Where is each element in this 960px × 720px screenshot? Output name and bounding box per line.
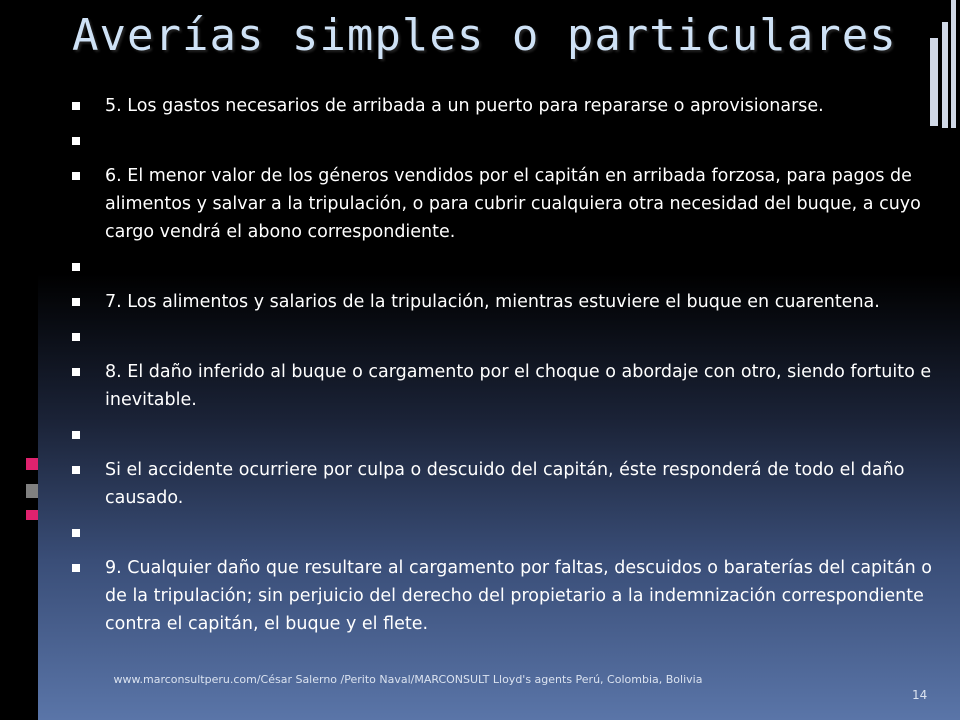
list-item-empty [72,421,932,449]
square-bullet-icon [72,263,80,271]
square-bullet-icon [72,172,80,180]
list-item-text: 5. Los gastos necesarios de arribada a un puerto para repararse o aprovisionarse. [105,96,824,116]
square-bullet-icon [72,368,80,376]
footer-text: www.marconsultperu.com/César Salerno /Perito Naval/MARCONSULT Lloyd's agents Perú, Colombia, Bolivia [113,673,703,686]
slide-title: Averías simples o particulares [72,10,897,61]
list-item [72,162,932,246]
list-item [72,554,932,638]
list-item-text: Si el accidente ocurriere por culpa o descuido del capitán, éste responderá de todo el daño causado. [105,460,905,508]
deco-square-pink-2 [26,510,38,520]
list-item-empty [72,127,932,155]
page-number: 14 [912,688,928,702]
square-bullet-icon [72,333,80,341]
square-bullet-icon [72,529,80,537]
square-bullet-icon [72,431,80,439]
list-item-text: 7. Los alimentos y salarios de la tripulación, mientras estuviere el buque en cuarentena. [105,292,880,312]
square-bullet-icon [72,564,80,572]
list-item [72,456,932,512]
square-bullet-icon [72,102,80,110]
deco-square-pink-1 [26,458,38,470]
square-bullet-icon [72,137,80,145]
deco-bar-right-2 [942,22,948,128]
list-item-empty [72,519,932,547]
square-bullet-icon [72,298,80,306]
list-item-empty [72,323,932,351]
list-item [72,288,932,316]
bullet-list [72,92,932,645]
list-item-text: 9. Cualquier daño que resultare al cargamento por faltas, descuidos o baraterías del capitán o de la tripulación; sin perjuicio del derecho del propietario a la indemnización correspondiente contra el capitán, el buque y el flete. [105,558,932,634]
list-item-empty [72,253,932,281]
list-item [72,358,932,414]
square-bullet-icon [72,466,80,474]
list-item-text: 8. El daño inferido al buque o cargamento por el choque o abordaje con otro, siendo fortuito e inevitable. [105,362,932,410]
deco-bar-right-3 [951,0,956,128]
deco-square-gray [26,484,38,498]
list-item-text: 6. El menor valor de los géneros vendidos por el capitán en arribada forzosa, para pagos de alimentos y salvar a la tripulación, o para cubrir cualquiera otra necesidad del buque, a cuyo cargo vendrá el abono correspondiente. [105,166,921,242]
list-item [72,92,932,120]
left-decoration-strip [0,0,38,720]
